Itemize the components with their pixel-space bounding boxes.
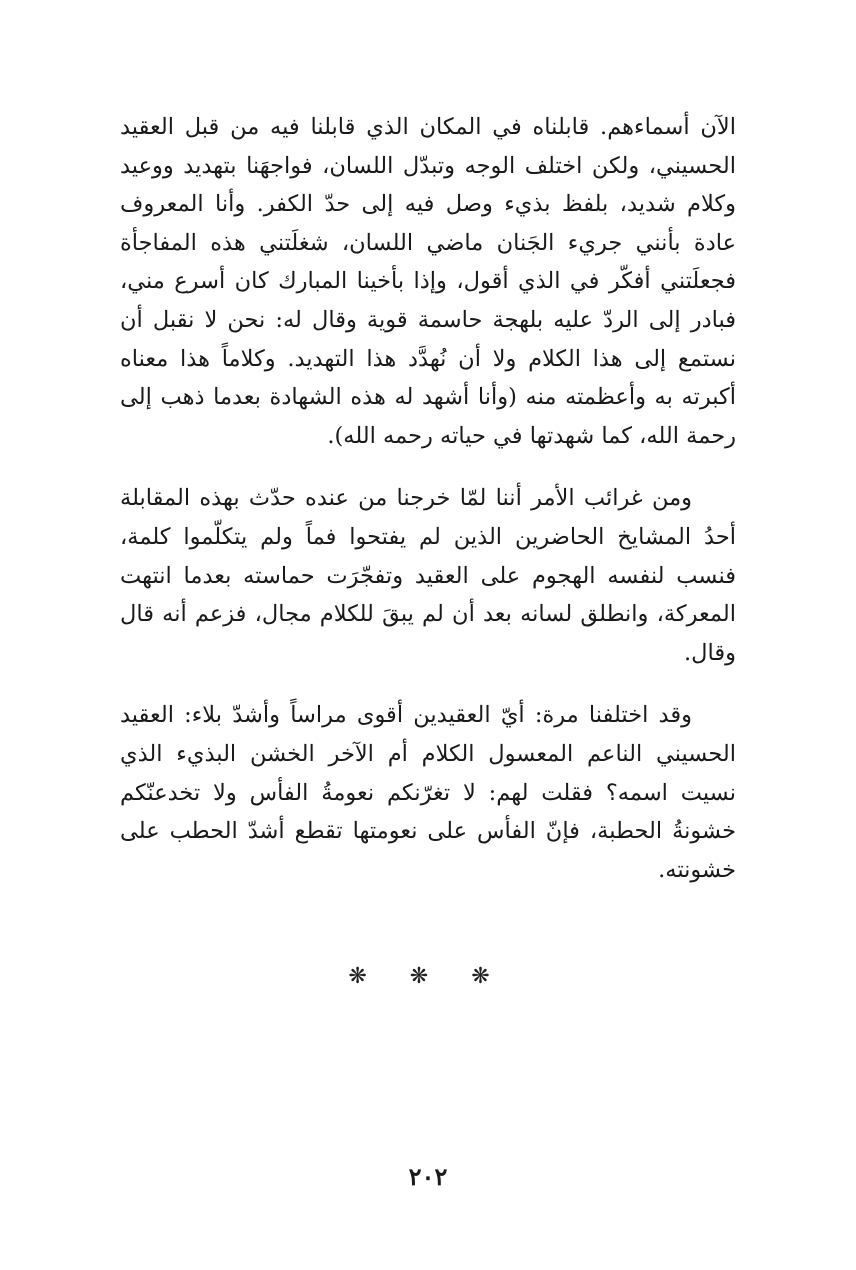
paragraph-1: الآن أسماءهم. قابلناه في المكان الذي قابلنا فيه من قبل العقيد الحسيني، ولكن اختلف الوجه وتبدّل اللسان، فواجهَنا بتهديد ووعيد وكلام شديد، بلفظ بذيء وصل فيه إلى حدّ الكفر. وأنا المعروف عادة بأنني جريء الجَنان ماضي اللسان، شغلَتني هذه المفاجأة فجعلَتني أفكّر في الذي أقول، وإذا بأخينا المبارك كان أسرع مني، فبادر إلى الردّ عليه بلهجة حاسمة قوية وقال له: نحن لا نقبل أن نستمع إلى هذا الكلام ولا أن نُهدَّد هذا التهديد. وكلاماً هذا معناه أكبرته به وأعظمته منه (وأنا أشهد له هذه الشهادة بعدما ذهب إلى رحمة الله، كما شهدتها في حياته رحمه الله). — [120, 114, 736, 449]
paragraph-2: ومن غرائب الأمر أننا لمّا خرجنا من عنده حدّث بهذه المقابلة أحدُ المشايخ الحاضرين الذين لم يفتحوا فماً ولم يتكلّموا كلمة، فنسب لنفسه الهجوم على العقيد وتفجّرَت حماسته بعدما انتهت المعركة، وانطلق لسانه بعد أن لم يبقَ للكلام مجال، فزعم أنه قال وقال. — [120, 485, 736, 666]
section-separator: ❋ ❋ ❋ — [348, 964, 508, 989]
page-body — [120, 108, 736, 913]
paragraph-3: وقد اختلفنا مرة: أيّ العقيدين أقوى مراساً وأشدّ بلاء: العقيد الحسيني الناعم المعسول الكلام أم الآخر الخشن البذيء الذي نسيت اسمه؟ فقلت لهم: لا تغرّنكم نعومةُ الفأس ولا تخدعنّكم خشونةُ الحطبة، فإنّ الفأس على نعومتها تقطع أشدّ الحطب على خشونته. — [120, 702, 736, 883]
page-number: ٢٠٢ — [408, 1162, 448, 1191]
